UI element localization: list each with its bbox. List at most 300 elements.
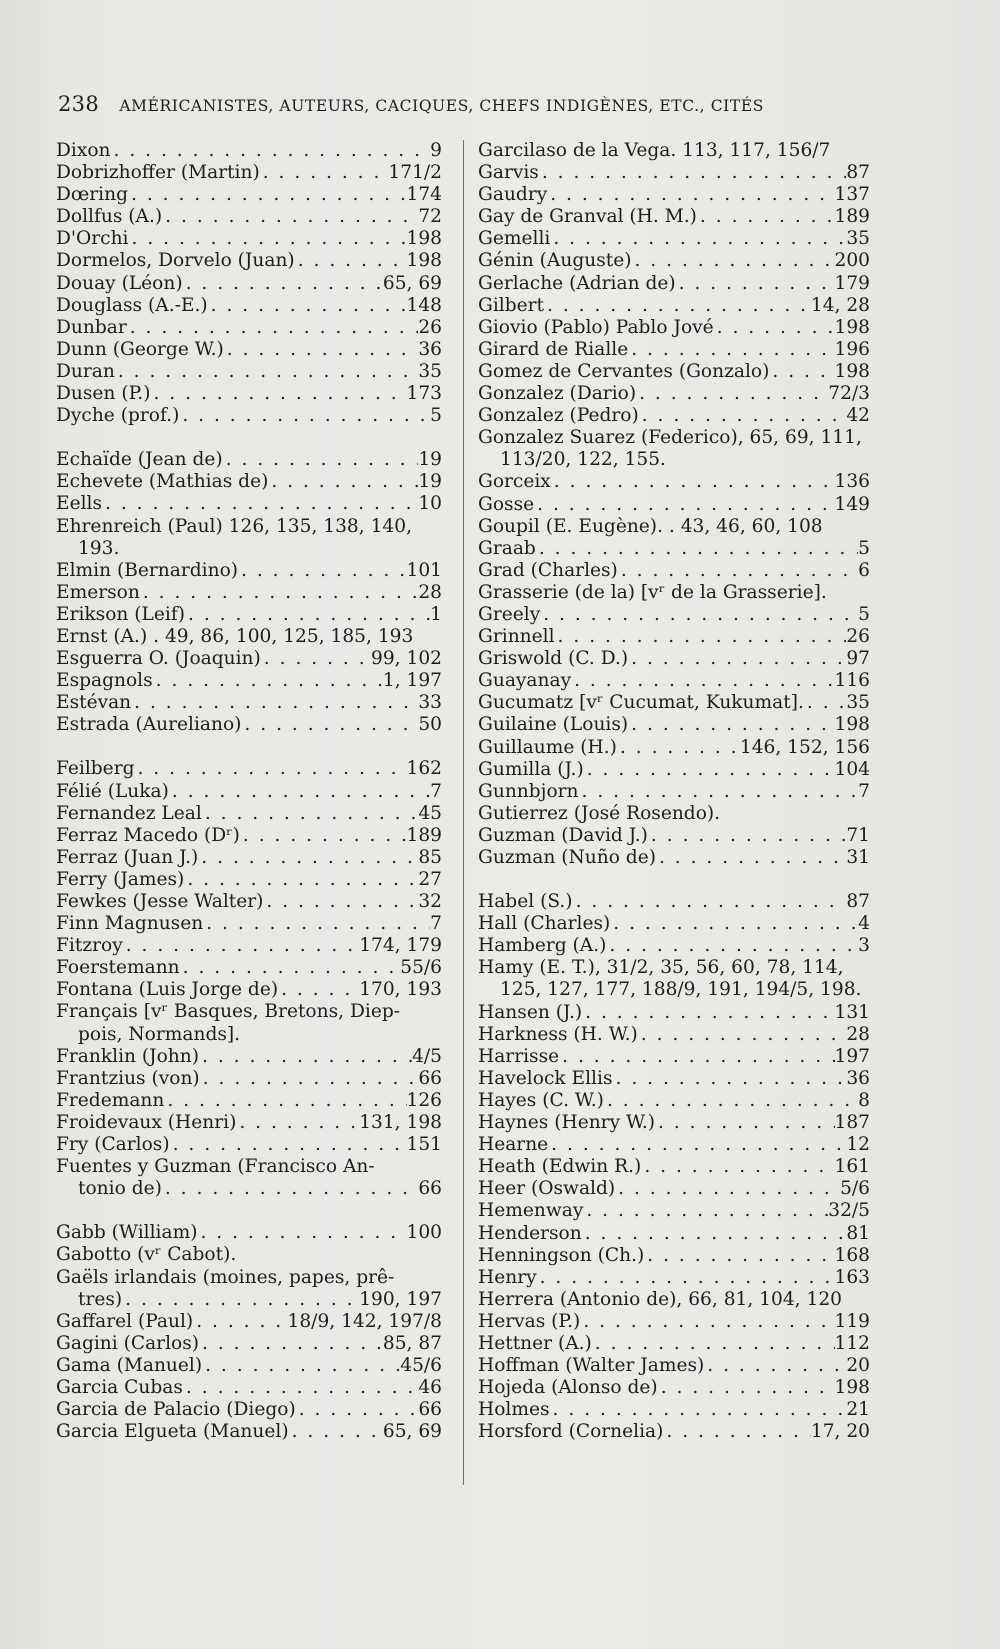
entry-name: Herrera (Antonio de), 66, 81, 104, 120 — [478, 1288, 842, 1310]
index-entry — [56, 516, 442, 538]
dot-leader — [115, 361, 418, 383]
dot-leader — [628, 714, 834, 736]
entry-name: Gonzalez (Pedro) — [478, 405, 639, 427]
entry-name: Gemelli — [478, 228, 551, 250]
index-entry — [478, 626, 870, 648]
entry-pages: 87 — [846, 891, 870, 913]
index-entry — [478, 184, 870, 206]
index-entry — [478, 1046, 870, 1068]
entry-pages: 45 — [418, 802, 442, 824]
index-entry — [478, 162, 870, 184]
entry-name: Foerstemann — [56, 957, 180, 979]
entry-pages: 198 — [406, 250, 442, 272]
dot-leader — [203, 913, 430, 935]
entry-name: Hearne — [478, 1134, 549, 1156]
index-entry — [478, 361, 870, 383]
index-entry — [478, 405, 870, 427]
index-entry — [478, 1399, 870, 1421]
entry-pages: 5 — [858, 603, 870, 625]
index-entry — [56, 449, 442, 471]
dot-leader — [202, 803, 419, 825]
index-entry — [56, 162, 442, 184]
entry-pages: 136 — [834, 471, 870, 493]
entry-pages: 1, 197 — [382, 670, 442, 692]
entry-pages: 18/9, 142, 197/8 — [287, 1310, 442, 1332]
dot-leader — [613, 1068, 847, 1090]
entry-name: Ernst (A.) . 49, 86, 100, 125, 185, 193 — [56, 625, 414, 647]
entry-name: Gaudry — [478, 184, 548, 206]
entry-name: Fry (Carlos) — [56, 1134, 170, 1156]
index-entry — [478, 427, 870, 449]
index-entry — [478, 604, 870, 626]
index-entry — [478, 1024, 870, 1046]
entry-name: Dœring — [56, 184, 129, 206]
dot-leader — [582, 1002, 834, 1024]
entry-name: Gutierrez (José Rosendo). — [478, 802, 721, 824]
entry-name: Fewkes (Jesse Walter) — [56, 891, 264, 912]
index-entry — [478, 140, 870, 162]
dot-leader — [111, 140, 431, 162]
entry-name: Ehrenreich (Paul) 126, 135, 138, 140, — [56, 515, 412, 537]
index-entry — [56, 1134, 442, 1156]
index-entry — [478, 273, 870, 295]
dot-leader — [241, 714, 418, 736]
entry-pages: 66 — [418, 1067, 442, 1089]
dot-leader — [548, 1134, 846, 1156]
dot-leader — [127, 317, 419, 339]
index-entry — [56, 781, 442, 803]
entry-pages: 187 — [834, 1112, 870, 1134]
entry-name: Gama (Manuel) — [56, 1354, 203, 1376]
entry-pages: 81 — [846, 1222, 870, 1244]
page-number: 238 — [58, 92, 99, 116]
entry-name: Guillaume (H.) — [478, 736, 617, 758]
index-entry — [478, 1355, 870, 1377]
index-entry — [56, 803, 442, 825]
entry-pages: 104 — [834, 758, 870, 780]
entry-name: Ferry (James) — [56, 868, 185, 890]
entry-pages: 36 — [846, 1067, 870, 1089]
entry-name: Hamy (E. T.), 31/2, 35, 56, 60, 78, 114, — [478, 957, 844, 979]
entry-pages: 85 — [418, 846, 442, 868]
entry-name: Félié (Luka) — [56, 780, 169, 802]
entry-pages: 197 — [834, 1045, 870, 1067]
index-entry — [56, 847, 442, 869]
index-entry — [478, 1223, 870, 1245]
entry-name: Grasserie (de la) [vʳ de la Grasserie]. — [478, 581, 827, 603]
index-entry — [56, 1421, 442, 1443]
entry-pages: 131 — [834, 1001, 870, 1023]
index-entry — [478, 648, 870, 670]
index-entry — [478, 714, 870, 736]
entry-name: Gucumatz [vʳ Cucumat, Kukumat]. — [478, 692, 804, 714]
dot-leader — [129, 228, 407, 250]
index-entry — [56, 228, 442, 250]
dot-leader — [184, 869, 418, 891]
index-entry — [478, 1068, 870, 1090]
dot-leader — [714, 317, 835, 339]
entry-name: Hall (Charles) — [478, 913, 611, 935]
entry-pages: 65, 69 — [382, 272, 442, 294]
dot-leader — [571, 670, 834, 692]
dot-leader — [606, 935, 858, 957]
index-entry — [56, 692, 442, 714]
entry-name: Dusen (P.) — [56, 383, 151, 405]
entry-pages: 55/6 — [400, 957, 442, 979]
dot-leader — [579, 781, 859, 803]
entry-pages: 10 — [418, 493, 442, 515]
section-gap — [56, 736, 442, 758]
entry-name: Harkness (H. W.) — [478, 1023, 638, 1045]
dot-leader — [628, 339, 834, 361]
entry-name: Frantzius (von) — [56, 1067, 200, 1089]
index-entry — [56, 1112, 442, 1134]
entry-name: Emerson — [56, 581, 140, 603]
page-header — [58, 92, 818, 116]
entry-pages: 99, 102 — [371, 648, 442, 670]
index-entry — [478, 339, 870, 361]
entry-name: Gagini (Carlos) — [56, 1332, 200, 1354]
dot-leader — [123, 935, 359, 957]
entry-name: Douglass (A.-E.) — [56, 294, 208, 316]
entry-name: Guzman (David J.) — [478, 824, 648, 846]
dot-leader — [559, 1046, 834, 1068]
dot-leader — [193, 1311, 287, 1333]
dot-leader — [704, 1355, 846, 1377]
dot-leader — [580, 1311, 834, 1333]
entry-pages: 112 — [834, 1332, 870, 1354]
index-entry — [478, 781, 870, 803]
entry-name: Holmes — [478, 1399, 550, 1421]
index-entry — [478, 538, 870, 560]
dot-leader — [128, 184, 406, 206]
entry-pages: 162 — [406, 758, 442, 780]
entry-name: Gonzalez Suarez (Federico), 65, 69, 111, — [478, 427, 862, 449]
entry-name: Gunnbjorn — [478, 780, 579, 802]
entry-pages: 8 — [858, 1089, 870, 1111]
dot-leader — [639, 405, 847, 427]
dot-leader — [261, 648, 371, 670]
entry-name: Grinnell — [478, 626, 555, 648]
entry-name: Gonzalez (Dario) — [478, 383, 637, 405]
index-entry — [478, 582, 870, 604]
entry-pages: 137 — [834, 184, 870, 206]
entry-pages: 4 — [858, 913, 870, 935]
dot-leader — [224, 339, 419, 361]
entry-name: Garvis — [478, 162, 539, 184]
index-entry — [56, 670, 442, 692]
dot-leader — [636, 383, 828, 405]
entry-name: Guayanay — [478, 670, 572, 692]
entry-continuation: 113/20, 122, 155. — [500, 449, 666, 471]
entry-name: tonio de) — [78, 1178, 162, 1200]
dot-leader — [551, 471, 835, 493]
dot-leader — [268, 471, 418, 493]
dot-leader — [573, 891, 847, 913]
entry-name: Gomez de Cervantes (Gonzalo) — [478, 360, 770, 382]
index-column-right — [478, 140, 870, 1443]
index-entry — [56, 317, 442, 339]
index-entry — [56, 1178, 442, 1200]
dot-leader — [697, 206, 835, 228]
index-entry — [478, 670, 870, 692]
index-entry — [56, 471, 442, 493]
dot-leader — [122, 1289, 359, 1311]
entry-name: Hettner (A.) — [478, 1332, 592, 1354]
entry-name: Habel (S.) — [478, 891, 573, 913]
entry-name: Hoffman (Walter James) — [478, 1355, 705, 1377]
entry-pages: 21 — [846, 1399, 870, 1421]
entry-pages: 190, 197 — [359, 1288, 442, 1310]
entry-pages: 198 — [834, 316, 870, 338]
index-entry — [478, 471, 870, 493]
entry-continuation: 193. — [78, 537, 120, 559]
dot-leader — [200, 1068, 419, 1090]
index-entry — [56, 184, 442, 206]
index-entry — [56, 648, 442, 670]
index-entry — [478, 250, 870, 272]
entry-name: Grad (Charles) — [478, 559, 618, 581]
dot-leader — [534, 494, 834, 516]
index-entry — [478, 1090, 870, 1112]
index-entry — [56, 493, 442, 515]
dot-leader — [140, 582, 419, 604]
index-entry — [56, 1046, 442, 1068]
entry-pages: 151 — [406, 1134, 442, 1156]
section-gap — [56, 427, 442, 449]
dot-leader — [544, 295, 811, 317]
dot-leader — [102, 493, 418, 515]
entry-pages: 50 — [418, 714, 442, 736]
entry-continuation: pois, Normands]. — [78, 1023, 241, 1045]
dot-leader — [631, 250, 834, 272]
dot-leader — [131, 692, 418, 714]
entry-name: Heer (Oswald) — [478, 1178, 616, 1200]
dot-leader — [663, 1421, 810, 1443]
dot-leader — [169, 781, 430, 803]
index-entry — [478, 913, 870, 935]
entry-name: Henningson (Ch.) — [478, 1244, 645, 1266]
index-entry — [478, 1333, 870, 1355]
entry-name: Dormelos, Dorvelo (Juan) — [56, 250, 295, 272]
entry-pages: 100 — [406, 1222, 442, 1244]
entry-name: Franklin (John) — [56, 1045, 200, 1067]
entry-pages: 12 — [846, 1134, 870, 1156]
entry-name: Girard de Rialle — [478, 338, 629, 360]
entry-name: tres) — [78, 1288, 123, 1310]
entry-name: Horsford (Cornelia) — [478, 1421, 664, 1443]
entry-name: Garcia Cubas — [56, 1376, 183, 1398]
index-entry — [56, 935, 442, 957]
index-entry — [478, 383, 870, 405]
index-entry — [56, 560, 442, 582]
entry-name: Henry — [478, 1266, 537, 1288]
dot-leader — [676, 273, 835, 295]
entry-name: Finn Magnusen — [56, 913, 204, 935]
entry-name: Gilbert — [478, 294, 545, 316]
index-entry — [56, 913, 442, 935]
entry-pages: 196 — [834, 338, 870, 360]
entry-pages: 7 — [858, 780, 870, 802]
index-entry — [478, 1002, 870, 1024]
index-entry — [478, 803, 870, 825]
dot-leader — [658, 1377, 835, 1399]
entry-pages: 163 — [834, 1266, 870, 1288]
entry-pages: 7 — [430, 913, 442, 935]
dot-leader — [238, 560, 406, 582]
dot-leader — [183, 1377, 418, 1399]
entry-pages: 5 — [430, 405, 442, 427]
index-entry — [478, 295, 870, 317]
entry-name: Feilberg — [56, 758, 135, 780]
index-entry — [56, 1289, 442, 1311]
entry-pages: 45/6 — [400, 1354, 442, 1376]
entry-pages: 189 — [834, 206, 870, 228]
entry-name: Hervas (P.) — [478, 1310, 581, 1332]
index-entry — [56, 1222, 442, 1244]
entry-name: Guilaine (Louis) — [478, 714, 629, 736]
entry-pages: 6 — [858, 559, 870, 581]
dot-leader — [295, 250, 407, 272]
entry-pages: 26 — [846, 626, 870, 648]
entry-name: Gumilla (J.) — [478, 758, 584, 780]
dot-leader — [278, 979, 359, 1001]
index-entry — [56, 1068, 442, 1090]
dot-leader — [610, 913, 858, 935]
entry-pages: 19 — [418, 449, 442, 471]
index-entry — [56, 405, 442, 427]
dot-leader — [604, 1090, 858, 1112]
entry-name: Gay de Granval (H. M.) — [478, 206, 697, 228]
index-entry — [56, 825, 442, 847]
index-entry — [478, 206, 870, 228]
dot-leader — [615, 1178, 840, 1200]
index-entry — [56, 1267, 442, 1289]
entry-name: Haynes (Henry W.) — [478, 1112, 656, 1134]
entry-name: Giovio (Pablo) Pablo Jové — [478, 316, 714, 338]
entry-name: Ferraz (Juan J.) — [56, 846, 199, 868]
entry-name: Fernandez Leal — [56, 802, 202, 824]
entry-name: Fitzroy — [56, 935, 123, 957]
entry-name: Gosse — [478, 493, 535, 515]
dot-leader — [289, 1421, 383, 1443]
entry-name: Goupil (E. Eugène). . 43, 46, 60, 108 — [478, 515, 823, 537]
index-entry — [56, 1333, 442, 1355]
index-entry — [56, 295, 442, 317]
index-entry — [56, 206, 442, 228]
entry-name: Duran — [56, 360, 115, 382]
entry-pages: 146, 152, 156 — [739, 736, 870, 758]
entry-name: Gabotto (vʳ Cabot). — [56, 1244, 237, 1266]
dot-leader — [198, 847, 418, 869]
entry-pages: 28 — [418, 581, 442, 603]
entry-pages: 4/5 — [412, 1045, 442, 1067]
dot-leader — [170, 1134, 407, 1156]
entry-pages: 17, 20 — [810, 1421, 870, 1443]
dot-leader — [263, 891, 418, 913]
index-entry — [478, 1311, 870, 1333]
entry-name: Fredemann — [56, 1089, 165, 1111]
dot-leader — [240, 825, 407, 847]
dot-leader — [547, 184, 834, 206]
entry-pages: 149 — [834, 493, 870, 515]
index-entry — [478, 1200, 870, 1222]
index-entry — [478, 516, 870, 538]
index-entry — [56, 891, 442, 913]
dot-leader — [180, 957, 401, 979]
index-entry — [56, 339, 442, 361]
entry-name: Français [vʳ Basques, Bretons, Diep- — [56, 1001, 401, 1023]
index-entry — [478, 891, 870, 913]
entry-pages: 198 — [834, 714, 870, 736]
dot-leader — [150, 383, 406, 405]
index-entry — [56, 1399, 442, 1421]
entry-pages: 170, 193 — [359, 979, 442, 1001]
dot-leader — [550, 228, 846, 250]
entry-name: Fontana (Luis Jorge de) — [56, 979, 279, 1001]
entry-pages: 5 — [858, 537, 870, 559]
dot-leader — [185, 604, 430, 626]
dot-leader — [584, 759, 835, 781]
entry-pages: 72 — [418, 206, 442, 228]
entry-pages: 87 — [846, 162, 870, 184]
column-divider — [463, 140, 464, 1485]
entry-pages: 35 — [846, 228, 870, 250]
entry-name: Gaffarel (Paul) — [56, 1310, 194, 1332]
entry-pages: 42 — [846, 405, 870, 427]
index-entry — [478, 1289, 870, 1311]
entry-pages: 198 — [406, 228, 442, 250]
entry-pages: 33 — [418, 692, 442, 714]
entry-pages: 66 — [418, 1178, 442, 1200]
entry-name: Gerlache (Adrian de) — [478, 272, 676, 294]
dot-leader — [536, 538, 858, 560]
index-entry — [56, 1156, 442, 1178]
index-entry — [478, 1377, 870, 1399]
entry-name: Henderson — [478, 1222, 582, 1244]
entry-name: Estévan — [56, 692, 132, 714]
entry-name: Ferraz Macedo (Dʳ) — [56, 824, 240, 846]
entry-name: Elmin (Bernardino) — [56, 559, 239, 581]
dot-leader — [628, 648, 846, 670]
dot-leader — [296, 1399, 419, 1421]
entry-name: Havelock Ellis — [478, 1067, 613, 1089]
entry-name: Espagnols — [56, 670, 153, 692]
entry-pages: 72/3 — [828, 383, 870, 405]
entry-pages: 32 — [418, 891, 442, 912]
index-entry — [56, 1001, 442, 1023]
entry-pages: 97 — [846, 648, 870, 670]
dot-leader — [540, 604, 858, 626]
entry-name: D'Orchi — [56, 228, 129, 250]
entry-name: Eells — [56, 493, 103, 515]
entry-pages: 26 — [418, 316, 442, 338]
index-entry — [478, 228, 870, 250]
dot-leader — [260, 162, 389, 184]
entry-pages: 161 — [834, 1156, 870, 1178]
entry-name: Garcia Elgueta (Manuel) — [56, 1421, 289, 1443]
entry-pages: 85, 87 — [382, 1332, 442, 1354]
entry-pages: 5/6 — [840, 1178, 870, 1200]
dot-leader — [592, 1333, 835, 1355]
entry-pages: 66 — [418, 1399, 442, 1421]
dot-leader — [648, 825, 846, 847]
entry-pages: 131, 198 — [359, 1111, 442, 1133]
dot-leader — [641, 1156, 834, 1178]
dot-leader — [804, 692, 846, 714]
entry-pages: 35 — [418, 360, 442, 382]
dot-leader — [539, 162, 847, 184]
